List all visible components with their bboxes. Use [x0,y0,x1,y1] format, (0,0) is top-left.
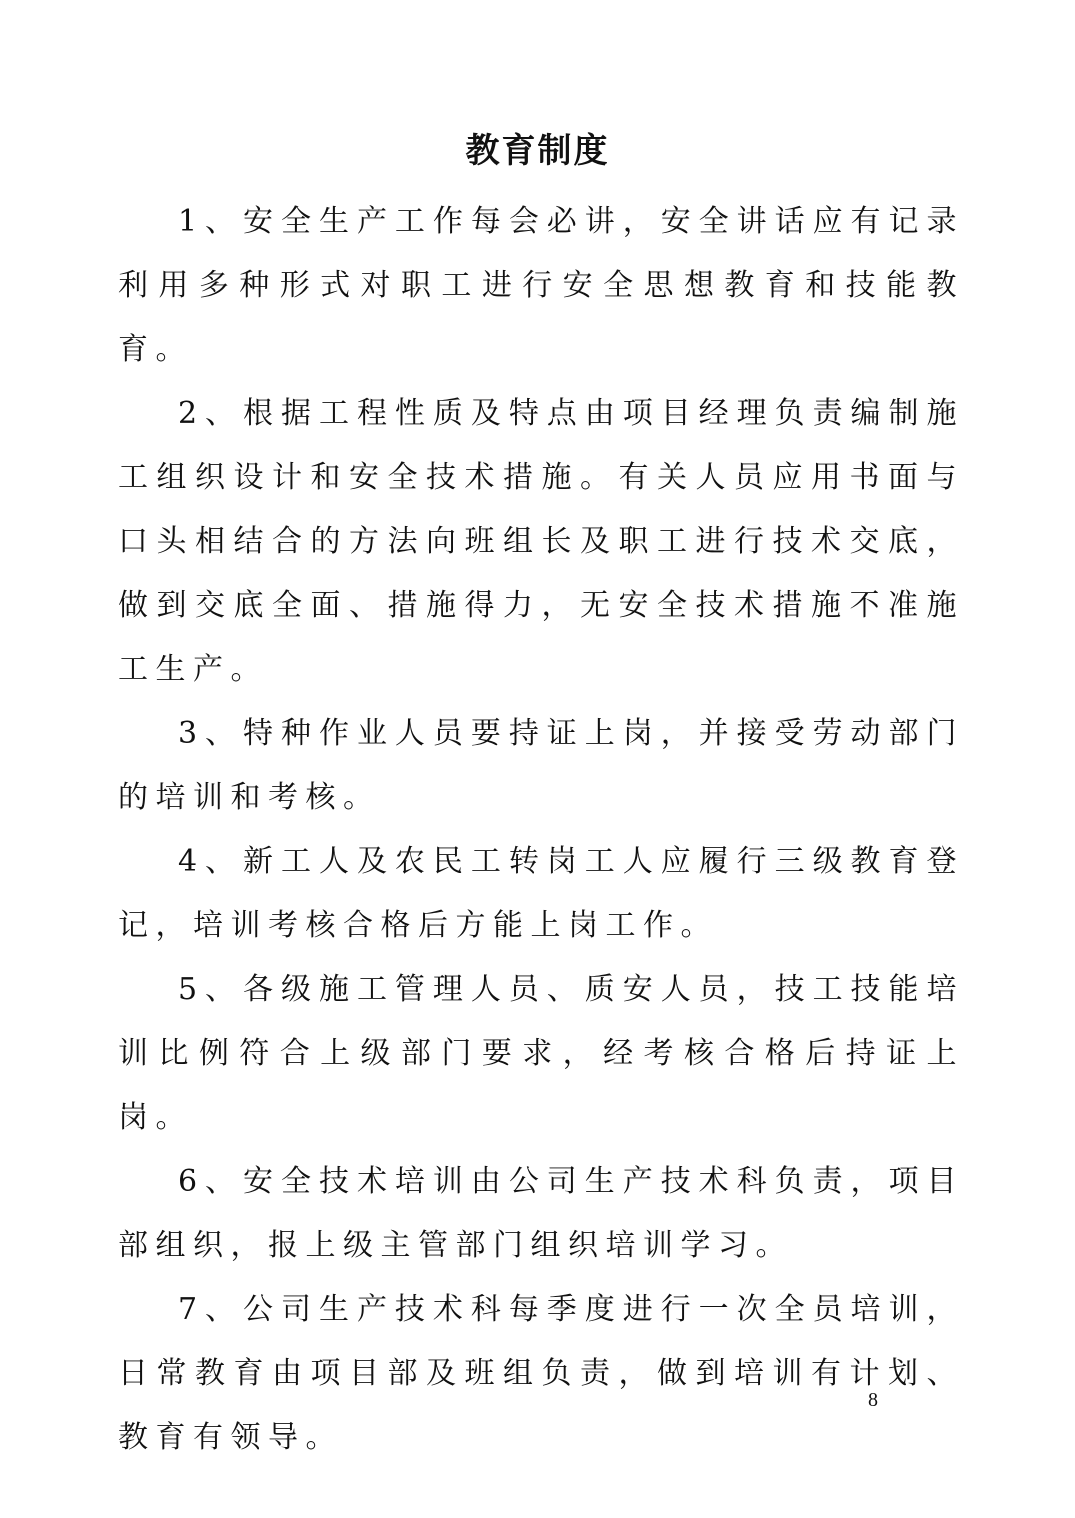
paragraph-4: 4、新工人及农民工转岗工人应履行三级教育登记，培训考核合格后方能上岗工作。 [118,844,964,943]
paragraph-5: 5、各级施工管理人员、质安人员，技工技能培训比例符合上级部门要求，经考核合格后持证上岗。 [118,972,964,1135]
paragraph-6: 6、安全技术培训由公司生产技术科负责，项目部组织，报上级主管部门组织培训学习。 [118,1164,964,1263]
paragraph-7: 7、公司生产技术科每季度进行一次全员培训，日常教育由项目部及班组负责，做到培训有计划、教育有领导。 [118,1292,964,1455]
page-title: 教育制度 [465,131,610,171]
paragraph-3: 3、特种作业人员要持证上岗，并接受劳动部门的培训和考核。 [118,716,964,815]
page-number: 8 [868,1389,878,1411]
document-body [118,190,964,1470]
paragraph-1: 1、安全生产工作每会必讲，安全讲话应有记录利用多种形式对职工进行安全思想教育和技能教育。 [118,204,964,367]
paragraph-2: 2、根据工程性质及特点由项目经理负责编制施工组织设计和安全技术措施。有关人员应用书面与口头相结合的方法向班组长及职工进行技术交底，做到交底全面、措施得力，无安全技术措施不准施工生产。 [118,396,964,687]
